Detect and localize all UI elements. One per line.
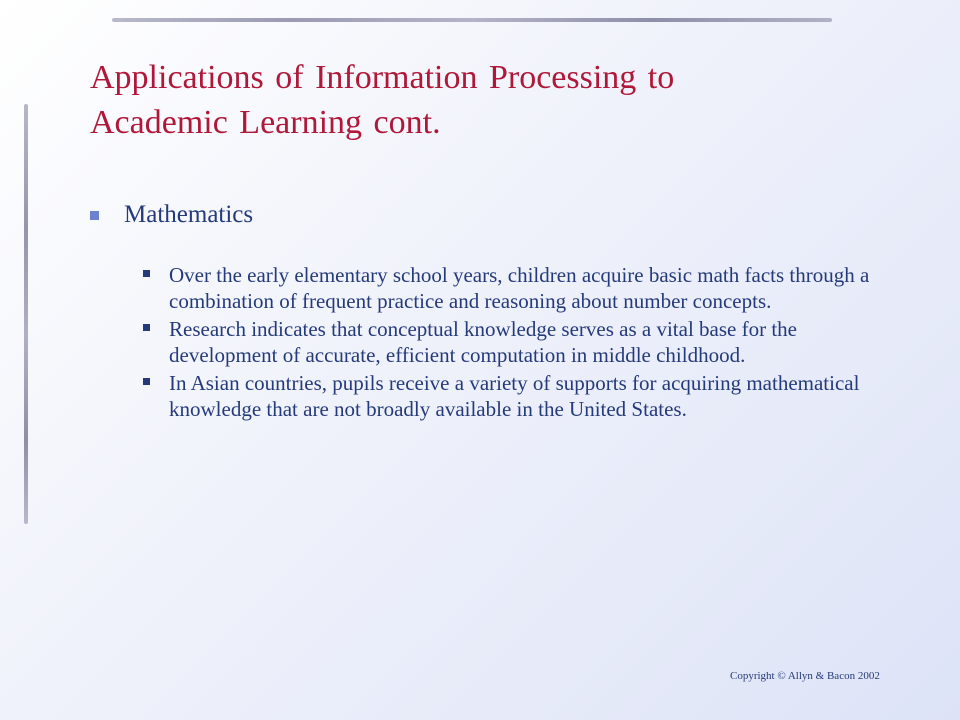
square-bullet-icon	[143, 270, 150, 277]
slide-title-line: Applications of Information Processing to	[90, 59, 675, 96]
sub-bullet-item	[143, 262, 883, 314]
slide-title	[90, 55, 890, 145]
sub-bullet-list	[143, 262, 883, 424]
sub-bullet-text: In Asian countries, pupils receive a variety of supports for acquiring mathematical knowledge that are not broadly available in the United States.	[169, 371, 860, 421]
square-bullet-icon	[143, 324, 150, 331]
sub-bullet-item	[143, 370, 883, 422]
square-bullet-icon	[143, 378, 150, 385]
bullet-label: Mathematics	[124, 201, 254, 228]
top-decorative-rule	[112, 18, 832, 22]
sub-bullet-text: Over the early elementary school years, children acquire basic math facts through a combination of frequent practice and reasoning about number concepts.	[169, 263, 870, 313]
slide-title-line: Academic Learning cont.	[90, 104, 441, 141]
bullet-mathematics	[90, 198, 253, 232]
square-bullet-icon	[90, 211, 99, 220]
left-decorative-rule	[24, 104, 28, 524]
sub-bullet-text: Research indicates that conceptual knowledge serves as a vital base for the development of accurate, efficient computation in middle childhood.	[169, 317, 798, 367]
sub-bullet-item	[143, 316, 883, 368]
copyright-notice: Copyright © Allyn & Bacon 2002	[730, 670, 880, 682]
